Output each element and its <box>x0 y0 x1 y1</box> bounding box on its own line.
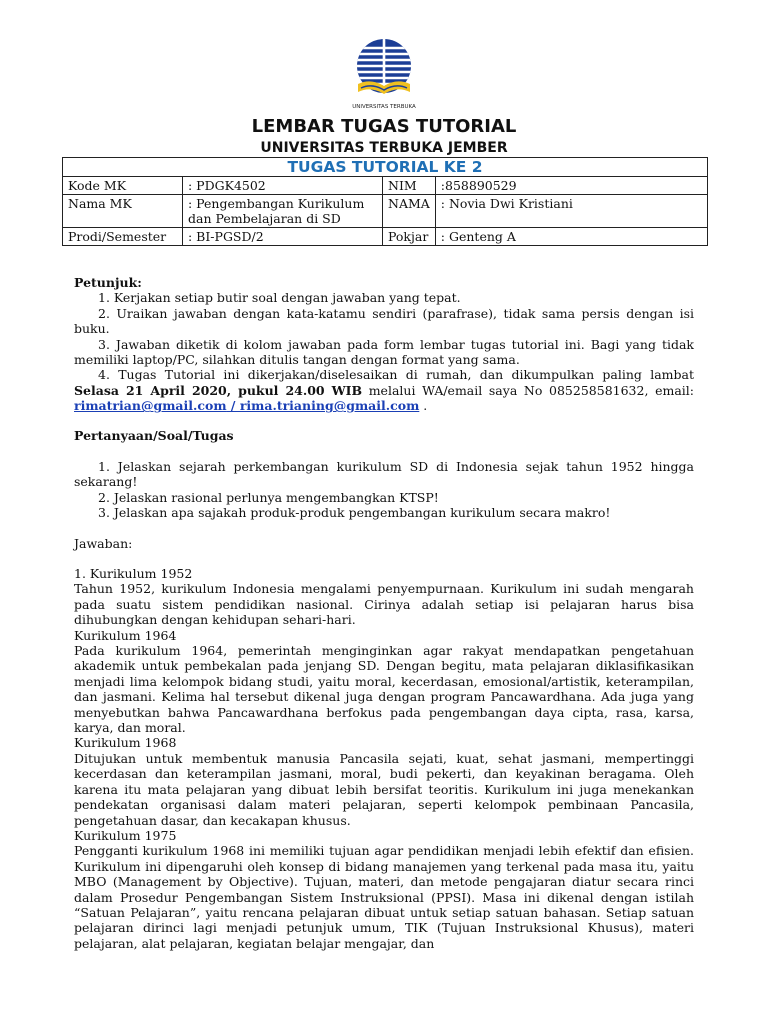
student-info-table <box>62 157 708 246</box>
nama-label: NAMA <box>383 195 436 228</box>
kode-mk-label: Kode MK <box>63 177 183 195</box>
questions-list <box>74 459 694 521</box>
answers-section <box>74 566 694 951</box>
list-item: 3. Jawaban diketik di kolom jawaban pada form lembar tugas tutorial ini. Bagi yang tidak memiliki laptop/PC, silahkan ditulis tangan dengan format yang sama. <box>74 336 694 368</box>
university-name: UNIVERSITAS TERBUKA JEMBER <box>260 140 508 156</box>
table-row <box>63 195 708 228</box>
k1952-text: Tahun 1952, kurikulum Indonesia mengalami penyempurnaan. Kurikulum ini sudah mengarah pada suatu sistem pendidikan nasional. Cirinya adalah setiap isi pelajaran harus bisa dihubungkan dengan kehidupan sehari-hari. <box>74 581 694 628</box>
kode-mk-value: : PDGK4502 <box>183 177 383 195</box>
nama-mk-label: Nama MK <box>63 195 183 228</box>
k1975-title: Kurikulum 1975 <box>74 827 177 843</box>
k1968-title: Kurikulum 1968 <box>74 735 177 751</box>
page-title: LEMBAR TUGAS TUTORIAL <box>251 116 517 137</box>
instructions-section <box>74 275 694 414</box>
nim-label: NIM <box>383 177 436 195</box>
nim-value: :858890529 <box>435 177 707 195</box>
prodi-value: : BI-PGSD/2 <box>183 228 383 246</box>
questions-list-wrapper <box>74 459 694 521</box>
k1975-text: Pengganti kurikulum 1968 ini memiliki tujuan agar pendidikan menjadi lebih efektif dan efisien. Kurikulum ini dipengaruhi oleh konsep di bidang manajemen yang terkenal pada masa itu, yaitu MBO (Management by Objective). Tujuan, materi, dan metode pengajaran diatur secara rinci dalam Prosedur Pengembangan Sistem Instruksional (PPSI). Masa ini dikenal dengan istilah “Satuan Pelajaran”, yaitu rencana pelajaran dibuat untuk setiap satuan bahasan. Setiap satuan pelajaran dirinci lagi menjadi petunjuk umum, TIK (Tujuan Instruksional Khusus), materi pelajaran, alat pelajaran, kegiatan belajar mengajar, dan <box>74 843 694 951</box>
nama-mk-value: : Pengembangan Kurikulum dan Pembelajaran di SD <box>183 195 383 228</box>
list-item: 3. Jelaskan apa sajakah produk-produk pengembangan kurikulum secara makro! <box>98 505 611 521</box>
questions-section <box>74 428 694 443</box>
instruction-4-contact: melalui WA/email saya No 085258581632, email: <box>362 382 694 398</box>
nama-value: : Novia Dwi Kristiani <box>435 195 707 228</box>
k1964-text: Pada kurikulum 1964, pemerintah menginginkan agar rakyat mendapatkan pengetahuan akademik untuk pembekalan pada jenjang SD. Dengan begitu, mata pelajaran diklasifikasikan menjadi lima kelompok bidang studi, yaitu moral, kecerdasan, emosional/artistik, keterampilan, dan jasmani. Kelima hal tersebut dikenal juga dengan program Pancawardhana. Ada juga yang menyebutkan bahwa Pancawardhana berfokus pada pengembangan daya cipta, rasa, karsa, karya, dan moral. <box>74 643 694 736</box>
tutorial-heading: TUGAS TUTORIAL KE 2 <box>63 158 708 177</box>
prodi-label: Prodi/Semester <box>63 228 183 246</box>
questions-heading: Pertanyaan/Soal/Tugas <box>74 428 234 443</box>
k1968-text: Ditujukan untuk membentuk manusia Pancasila sejati, kuat, sehat jasmani, mempertinggi kecerdasan dan keterampilan jasmani, moral, budi pekerti, dan keyakinan beragama. Oleh karena itu mata pelajaran yang dibuat lebih bersifat teoritis. Kurikulum ini juga menekankan pendekatan organisasi dalam materi pelajaran, seperti kelompok pembinaan Pancasila, pengetahuan dasar, dan kecakapan khusus. <box>74 750 694 828</box>
table-row <box>63 177 708 195</box>
svg-text:UNIVERSITAS TERBUKA: UNIVERSITAS TERBUKA <box>352 104 416 110</box>
university-logo <box>351 38 417 114</box>
list-item: 2. Uraikan jawaban dengan kata-katamu sendiri (parafrase), tidak sama persis dengan isi buku. <box>74 305 694 337</box>
pokjar-value: : Genteng A <box>435 228 707 246</box>
list-item <box>74 367 694 413</box>
k1952-title: 1. Kurikulum 1952 <box>74 566 193 581</box>
email-link-2[interactable]: / rima.trianing@gmail.com <box>226 398 420 414</box>
table-row <box>63 228 708 246</box>
instructions-heading: Petunjuk: <box>74 275 142 290</box>
list-item: 2. Jelaskan rasional perlunya mengembangkan KTSP! <box>98 489 439 505</box>
list-item: 1. Jelaskan sejarah perkembangan kurikulum SD di Indonesia sejak tahun 1952 hingga sekarang! <box>74 459 694 490</box>
instruction-4-end: . <box>419 398 428 414</box>
answers-heading: Jawaban: <box>74 536 133 551</box>
instruction-4-text: 4. Tugas Tutorial ini dikerjakan/diselesaikan di rumah, dan dikumpulkan paling lambat <box>98 367 694 383</box>
k1964-title: Kurikulum 1964 <box>74 627 177 643</box>
instructions-list <box>74 290 694 413</box>
pokjar-label: Pokjar <box>383 228 436 246</box>
email-link-1[interactable]: rimatrian@gmail.com <box>74 398 227 414</box>
answers-heading-wrapper <box>74 536 694 551</box>
deadline-text: Selasa 21 April 2020, pukul 24.00 WIB <box>74 382 363 398</box>
list-item: 1. Kerjakan setiap butir soal dengan jawaban yang tepat. <box>98 290 461 306</box>
